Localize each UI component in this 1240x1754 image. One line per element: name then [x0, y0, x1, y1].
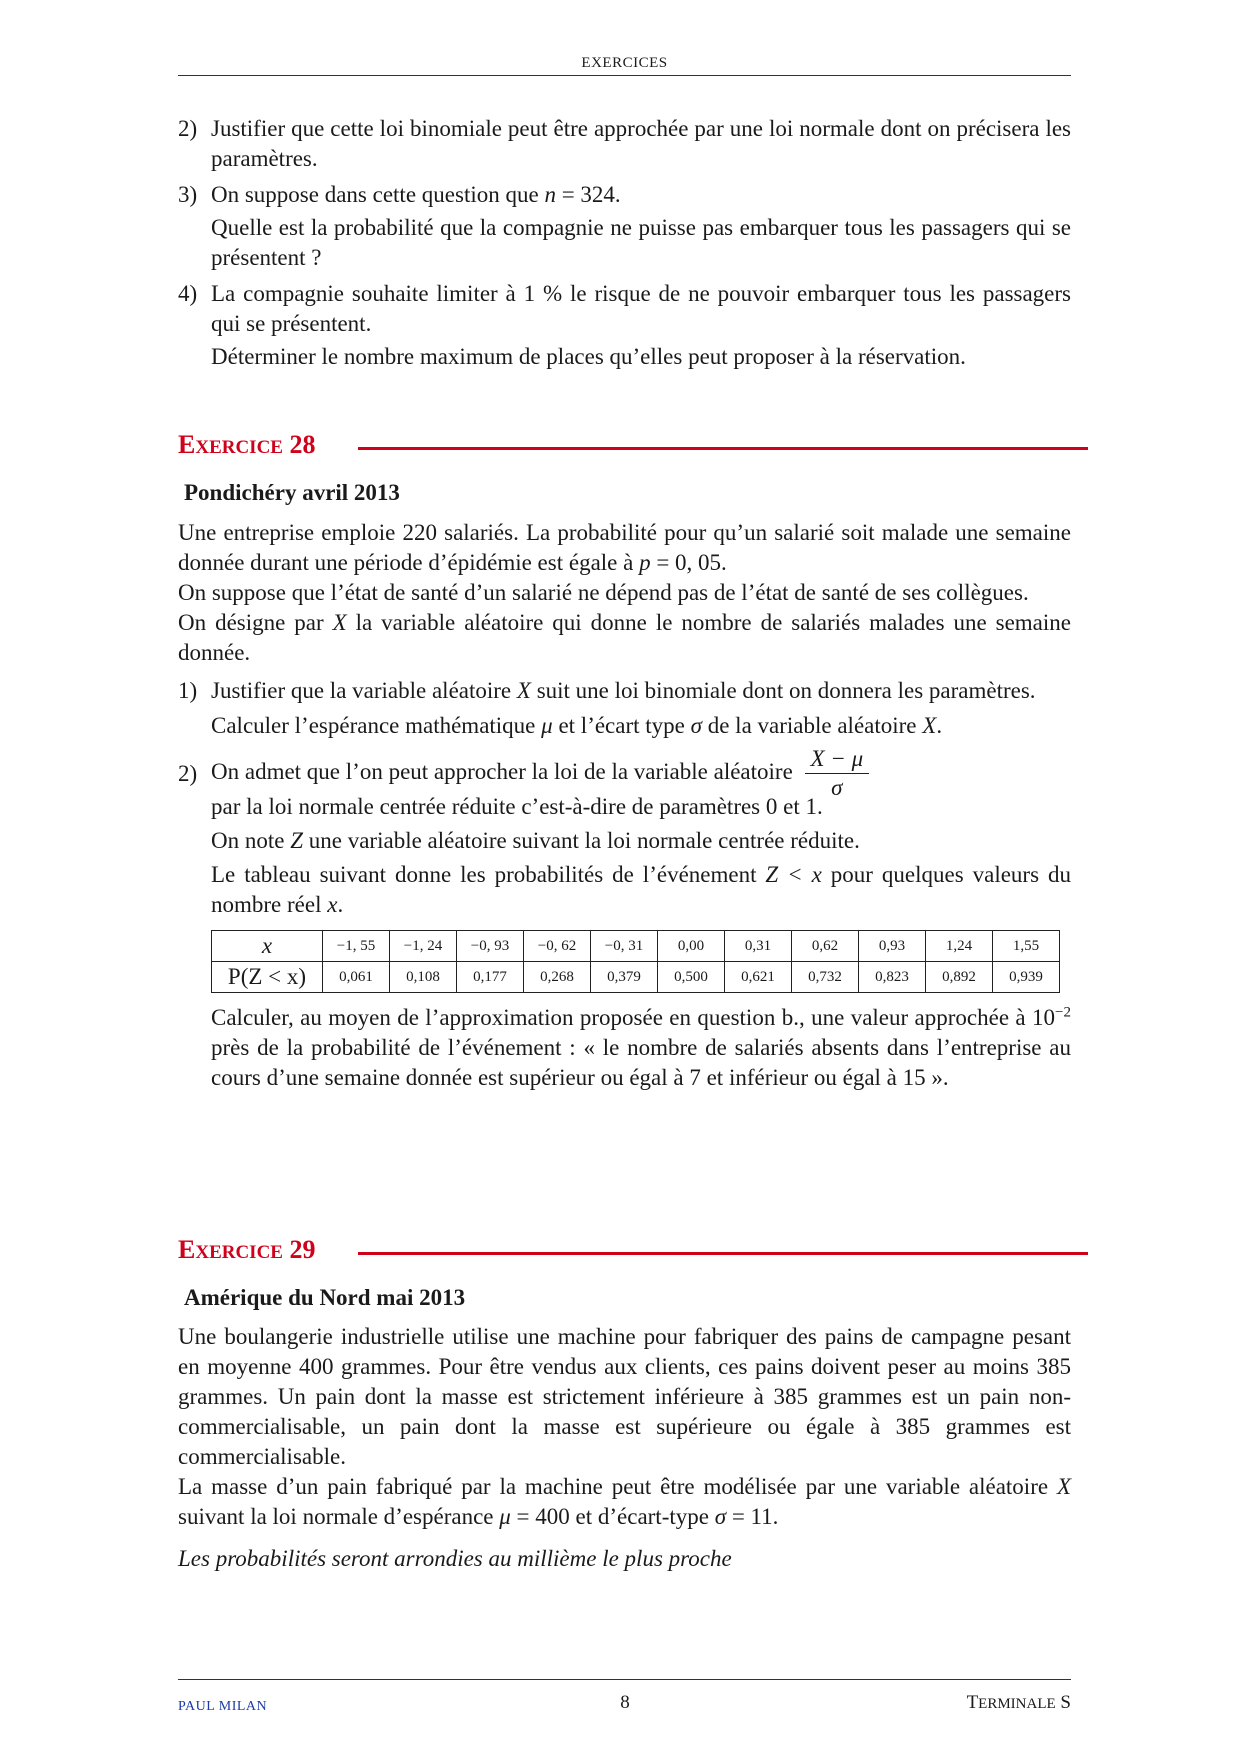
text: une variable aléatoire suivant la loi normale centrée réduite. [303, 828, 860, 853]
normal-distribution-table [211, 930, 1060, 993]
question-number: 1) [178, 678, 198, 703]
math-sigma: σ [714, 1504, 727, 1529]
table-cell: 1,24 [926, 931, 993, 962]
table-cell: −1, 24 [390, 931, 457, 962]
math-variable: x [327, 892, 338, 917]
question-text: On suppose dans cette question que [211, 182, 545, 207]
text: Une entreprise emploie 220 salariés. La probabilité pour qu’un salarié soit malade une semaine donnée durant une période d’épidémie est égale à [178, 520, 1071, 575]
table-cell: 0,62 [792, 931, 859, 962]
question-4-detail: Déterminer le nombre maximum de places qu’elles peut proposer à la réservation. [211, 344, 966, 369]
math-event: Z < x [765, 862, 822, 887]
class-initial: T [966, 1692, 979, 1713]
text: suit une loi binomiale dont on donnera les paramètres. [530, 678, 1036, 703]
text: Calculer, au moyen de l’approximation proposée en question b., une valeur approchée à 10 [211, 1005, 1056, 1030]
question-2 [178, 114, 1071, 174]
table-cell: 0,732 [792, 962, 859, 993]
table-row-x [212, 931, 1060, 962]
table-cell: 0,892 [926, 962, 993, 993]
math-mu: μ [541, 713, 553, 738]
title-rule [358, 447, 1088, 450]
math-sigma: σ [690, 713, 702, 738]
table-cell: 0,268 [524, 962, 591, 993]
exercise-28-source: Pondichéry avril 2013 [184, 480, 400, 505]
table-cell: 0,108 [390, 962, 457, 993]
table-cell: 0,061 [323, 962, 390, 993]
text: de la variable aléatoire [701, 713, 923, 738]
table-cell: 0,00 [658, 931, 725, 962]
math-equation: = 324. [555, 182, 621, 207]
table-cell: 0,500 [658, 962, 725, 993]
fraction-numerator: X − μ [805, 745, 870, 774]
text: On note [211, 828, 291, 853]
page-number: 8 [620, 1692, 630, 1713]
fraction-denominator: σ [831, 775, 843, 800]
math-variable: X [1056, 1474, 1071, 1499]
table-cell: 0,379 [591, 962, 658, 993]
running-header: EXERCICES [581, 55, 668, 71]
text: pour quelques valeurs du nombre réel [211, 862, 1071, 917]
text: Justifier que la variable aléatoire [211, 678, 517, 703]
text: La masse d’un pain fabriqué par la machine peut être modélisée par une variable aléatoire [178, 1474, 1057, 1499]
paragraph-1: Une boulangerie industrielle utilise une machine pour fabriquer des pains de campagne pesant en moyenne 400 grammes. Pour être vendus aux clients, ces pains doivent peser au moins 385 grammes. Un pain dont la masse est strictement inférieure à 385 grammes est un pain non-commercialisable, un pain dont la masse est supérieure ou égale à 385 grammes est commercialisable. [178, 1324, 1071, 1469]
text: et l’écart type [552, 713, 691, 738]
question-number: 2) [178, 116, 198, 141]
question-4 [178, 279, 1071, 339]
rounding-note: Les probabilités seront arrondies au millième le plus proche [178, 1546, 732, 1571]
math-variable: X [922, 713, 937, 738]
text: . [936, 713, 943, 738]
exercise-28-title [178, 430, 1088, 464]
text: suivant la loi normale d’espérance [178, 1504, 500, 1529]
question-1 [178, 676, 1071, 706]
table-cell: 0,93 [859, 931, 926, 962]
table-cell: 0,177 [457, 962, 524, 993]
question-2-line-3 [178, 826, 1071, 856]
question-2-final [178, 1003, 1071, 1093]
text: Le tableau suivant donne les probabilités de l’événement [211, 862, 766, 887]
exercise-29-title [178, 1235, 1088, 1269]
exercise-28-body [178, 518, 1071, 1093]
math-variable: n [544, 182, 556, 207]
intro-paragraph-3 [178, 608, 1071, 668]
table-cell: 1,55 [993, 931, 1060, 962]
math-variable: X [332, 610, 347, 635]
table-cell: −1, 55 [323, 931, 390, 962]
question-1-detail [178, 711, 1071, 741]
previous-exercise-questions [178, 114, 1071, 372]
table-cell: −0, 31 [591, 931, 658, 962]
text: On admet que l’on peut approcher la loi de la variable aléatoire [211, 758, 793, 784]
footer-author: PAUL MILAN [178, 1699, 268, 1714]
row-header-x: x [212, 931, 323, 962]
text: = 11. [726, 1504, 779, 1529]
title-rest: XERCICE [195, 1242, 283, 1263]
row-header-probability: P(Z < x) [212, 962, 323, 993]
title-rule [358, 1252, 1088, 1255]
table-cell: 0,823 [859, 962, 926, 993]
question-3-detail: Quelle est la probabilité que la compagnie ne puisse pas embarquer tous les passagers qui se présentent ? [211, 215, 1071, 270]
title-rest: XERCICE [195, 437, 283, 458]
class-suffix: S [1055, 1692, 1071, 1713]
math-variable: Z [290, 828, 304, 853]
fraction [805, 745, 870, 802]
text: . [337, 892, 344, 917]
exercise-29-body [178, 1322, 1071, 1574]
paragraph-2 [178, 1472, 1071, 1532]
intro-paragraph-2: On suppose que l’état de santé d’un salarié ne dépend pas de l’état de santé de ses collègues. [178, 580, 1029, 605]
footer-rule [178, 1679, 1071, 1680]
exercise-29-source: Amérique du Nord mai 2013 [184, 1285, 466, 1310]
question-number: 2) [178, 761, 198, 786]
class-rest: ERMINALE [978, 1696, 1056, 1712]
table-cell: −0, 62 [524, 931, 591, 962]
exponent: −2 [1055, 1004, 1071, 1021]
header-rule [178, 75, 1071, 76]
table-cell: −0, 93 [457, 931, 524, 962]
title-initial: E [178, 430, 196, 459]
question-text: Justifier que cette loi binomiale peut être approchée par une loi normale dont on précisera les paramètres. [211, 116, 1071, 171]
table-cell: 0,621 [725, 962, 792, 993]
text: la variable aléatoire qui donne le nombre de salariés malades une semaine donnée. [178, 610, 1071, 665]
title-initial: E [178, 1235, 196, 1264]
question-2 [178, 745, 1071, 802]
question-2-line-4 [178, 860, 1071, 920]
text: On désigne par [178, 610, 333, 635]
table-cell: 0,939 [993, 962, 1060, 993]
text: Calculer l’espérance mathématique [211, 713, 542, 738]
math-variable: X [516, 678, 531, 703]
exercise-number: 29 [289, 1235, 316, 1264]
text: près de la probabilité de l’événement : « le nombre de salariés absents dans l’entreprise au cours d’une semaine donnée est supérieur ou égal à 7 et inférieur ou égal à 15 ». [211, 1035, 1071, 1090]
question-3 [178, 180, 1071, 210]
question-number: 3) [178, 182, 198, 207]
math-variable: p [639, 550, 651, 575]
exercise-number: 28 [289, 430, 316, 459]
text: = 0, 05. [650, 550, 727, 575]
question-2-line-2: par la loi normale centrée réduite c’est-à-dire de paramètres 0 et 1. [211, 794, 823, 819]
question-number: 4) [178, 281, 198, 306]
math-mu: μ [499, 1504, 511, 1529]
table-cell: 0,31 [725, 931, 792, 962]
intro-paragraph-1 [178, 518, 1071, 578]
question-text: La compagnie souhaite limiter à 1 % le risque de ne pouvoir embarquer tous les passagers qui se présentent. [211, 281, 1071, 336]
table-row-probability [212, 962, 1060, 993]
footer-class [967, 1688, 1071, 1719]
text: = 400 et d’écart-type [510, 1504, 715, 1529]
